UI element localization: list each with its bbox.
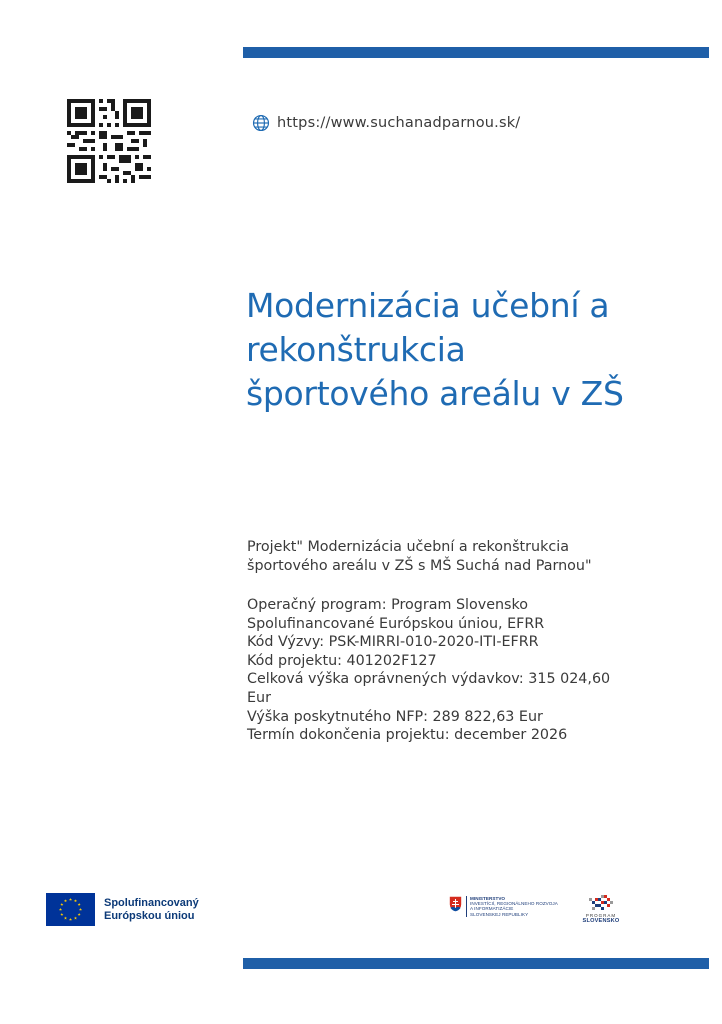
program-name-label: SLOVENSKO [582, 918, 620, 924]
detail-line: Termín dokončenia projektu: december 2026 [247, 727, 568, 744]
program-small-label: PROGRAM [585, 913, 617, 918]
website-url[interactable]: https://www.suchanadparnou.sk/ [277, 115, 521, 131]
detail-line: Operačný program: Program Slovensko [247, 597, 529, 613]
eu-cofunded-logo [46, 893, 199, 926]
ministry-logo [449, 896, 558, 917]
project-line: Projekt" Modernizácia učební a rekonštrukcia [247, 539, 569, 555]
project-details-block [247, 596, 667, 745]
project-line: športového areálu v ZŠ s MŠ Suchá nad Parnou" [247, 557, 592, 574]
eu-cofunded-text [104, 897, 199, 923]
project-name-block [247, 538, 667, 575]
eu-flag-icon [46, 893, 95, 926]
eu-text-line: Európskou úniou [104, 909, 195, 922]
eu-text-line: Spolufinancovaný [104, 896, 199, 909]
checkered-mark-icon [588, 895, 614, 911]
top-accent-bar [243, 47, 709, 58]
title-line: Modernizácia učební a [246, 286, 610, 325]
ministry-line: MINISTERSTVO [470, 896, 506, 901]
detail-line: Kód projektu: 401202F127 [247, 652, 437, 669]
detail-line: Spolufinancované Európskou úniou, EFRR [247, 615, 545, 632]
globe-icon [252, 114, 270, 132]
title-line: športového areálu v ZŠ [246, 374, 624, 413]
detail-line: Kód Výzvy: PSK-MIRRI-010-2020-ITI-EFRR [247, 634, 539, 651]
detail-line: Celková výška oprávnených výdavkov: 315 024,60 [247, 671, 611, 688]
program-slovensko-logo [580, 895, 622, 924]
ministry-line: SLOVENSKEJ REPUBLIKY [470, 911, 529, 917]
ministry-line: A INFORMATIZÁCIE [470, 906, 514, 912]
ministry-line: INVESTÍCIÍ, REGIONÁLNEHO ROZVOJA [470, 901, 558, 907]
ministry-text [466, 896, 558, 917]
website-link-row[interactable] [252, 114, 520, 132]
detail-line: Výška poskytnutého NFP: 289 822,63 Eur [247, 708, 543, 725]
qr-code-icon[interactable] [67, 99, 151, 183]
slovak-crest-icon [449, 896, 462, 912]
title-line: rekonštrukcia [246, 330, 466, 369]
bottom-accent-bar [243, 958, 709, 969]
detail-line: Eur [247, 689, 271, 706]
page-title [246, 284, 696, 416]
